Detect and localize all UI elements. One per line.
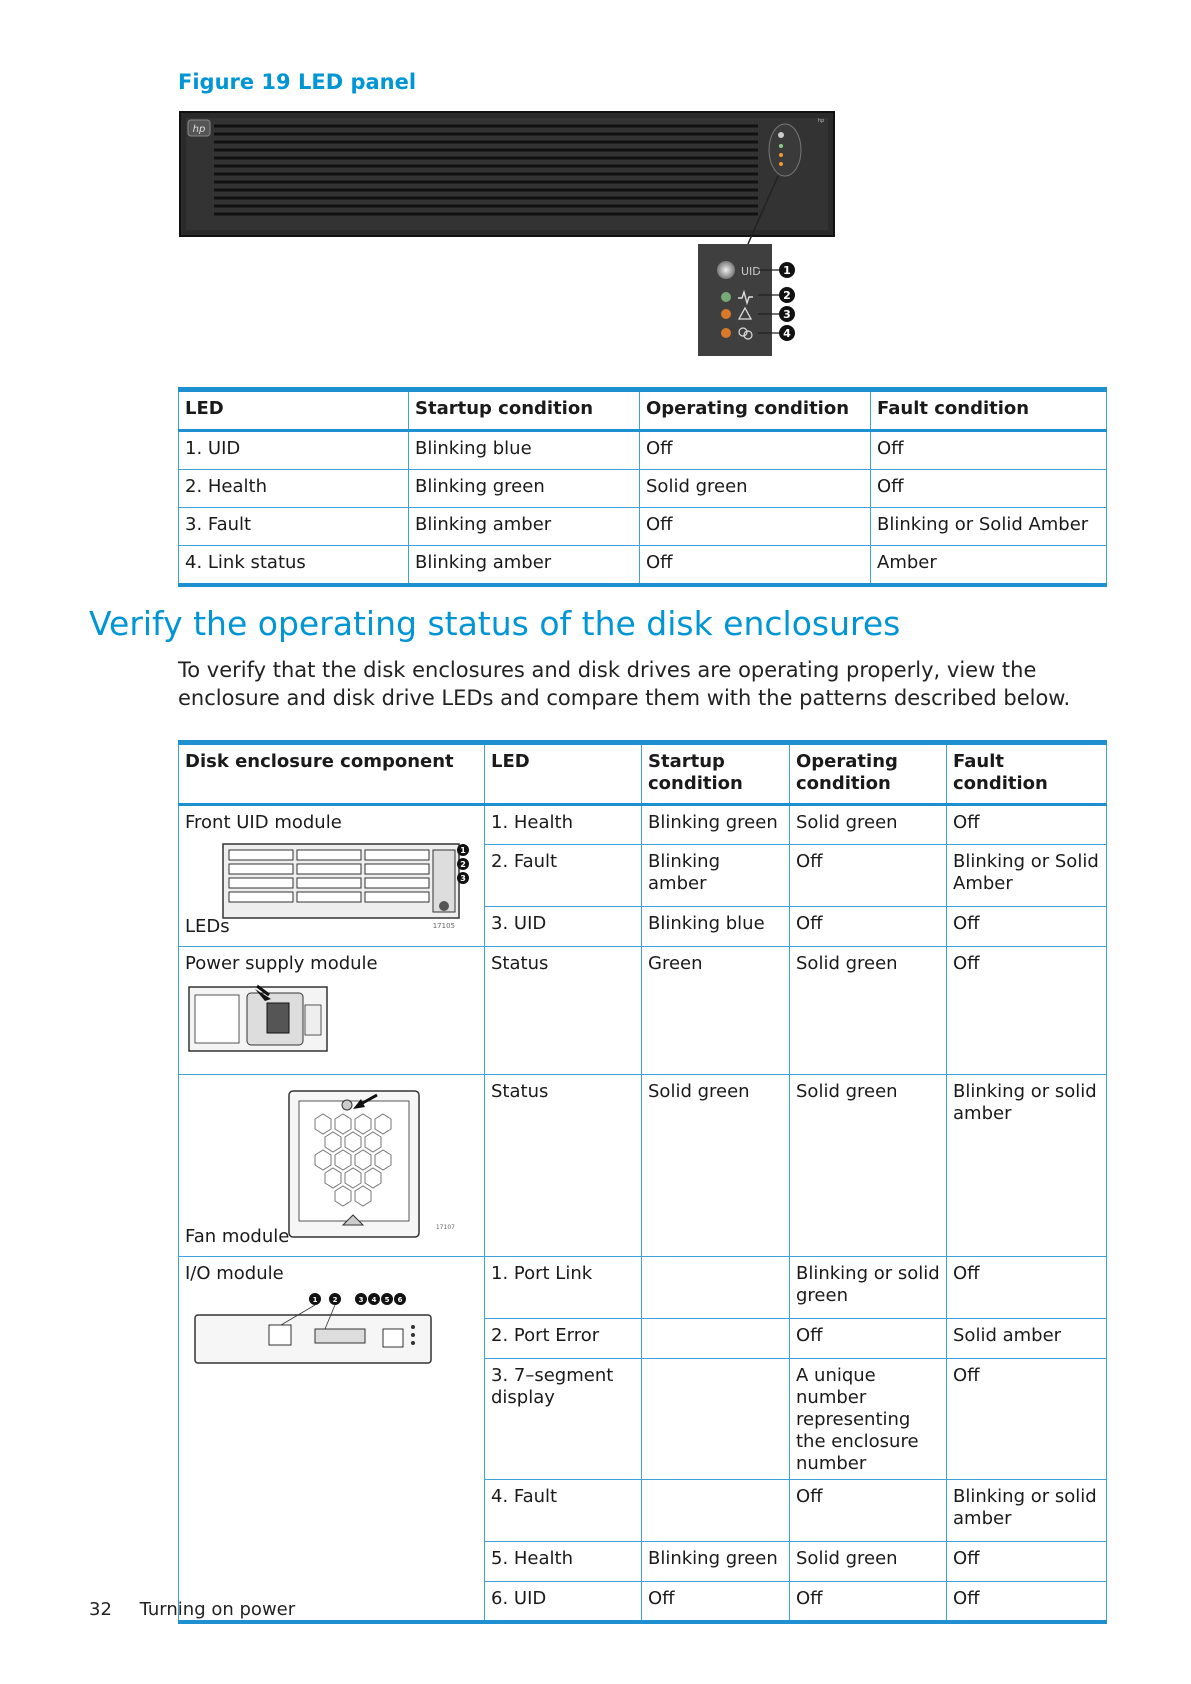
table-cell: Off — [790, 1319, 947, 1359]
table-header: Disk enclosure component — [179, 743, 485, 805]
table-cell: Off — [640, 546, 871, 586]
fan-fig-id: 17107 — [435, 1224, 455, 1231]
table-cell: 1. Port Link — [485, 1257, 642, 1319]
table-cell: Blinking amber — [409, 546, 640, 586]
chapter-title: Turning on power — [139, 1599, 296, 1620]
table-cell: Solid green — [790, 1542, 947, 1582]
callout-1: 1 — [783, 264, 791, 277]
table-cell: Off — [640, 431, 871, 470]
callout-4: 4 — [783, 327, 791, 340]
table-cell: Blinking or solid amber — [947, 1480, 1107, 1542]
table-cell — [642, 1257, 790, 1319]
table-cell: 2. Health — [179, 470, 409, 508]
power-supply-label: Power supply module — [185, 953, 378, 974]
io-callout-1: 1 — [312, 1296, 318, 1304]
table-cell: Blinking green — [642, 1542, 790, 1582]
callout-2: 2 — [783, 289, 791, 302]
front-uid-label: Front UID module — [185, 812, 342, 833]
table-cell: 2. Fault — [485, 845, 642, 907]
table-row — [179, 431, 1107, 470]
table-cell: Blinking green — [409, 470, 640, 508]
table-cell: Blinking or Solid Amber — [947, 845, 1107, 907]
fan-label: Fan module — [185, 1226, 290, 1247]
table-cell: Off — [790, 907, 947, 947]
svg-text:hp: hp — [818, 118, 825, 124]
table-row — [179, 805, 1107, 845]
table-cell: Blinking amber — [409, 508, 640, 546]
led-panel-figure — [178, 110, 838, 360]
svg-text:hp: hp — [192, 124, 206, 135]
callout-3: 3 — [783, 308, 791, 321]
table-cell: 3. Fault — [179, 508, 409, 546]
table-cell: Blinking green — [642, 805, 790, 845]
front-callout-2: 2 — [460, 860, 466, 869]
table-cell: Solid green — [790, 805, 947, 845]
table-cell: 1. UID — [179, 431, 409, 470]
table-cell: Off — [790, 1480, 947, 1542]
table-header-row — [179, 390, 1107, 431]
io-cell — [179, 1257, 485, 1622]
table-cell: Blinking amber — [642, 845, 790, 907]
table-cell: Status — [485, 947, 642, 1075]
io-callout-2: 2 — [332, 1296, 338, 1304]
io-callout-3: 3 — [358, 1296, 364, 1304]
table-cell: Off — [871, 470, 1107, 508]
io-callout-6: 6 — [397, 1296, 403, 1304]
table-cell: 1. Health — [485, 805, 642, 845]
table-header: LED — [485, 743, 642, 805]
front-fig-id: 17105 — [432, 922, 455, 930]
page-footer — [89, 1599, 295, 1620]
uid-label: UID — [741, 265, 761, 278]
fan-figure — [287, 1089, 457, 1249]
front-uid-cell — [179, 805, 485, 947]
table-header: Startup condition — [409, 390, 640, 431]
table-cell: Off — [947, 1582, 1107, 1622]
table-cell: Amber — [871, 546, 1107, 586]
disk-enclosure-table — [178, 740, 1107, 1624]
table-cell: 4. Link status — [179, 546, 409, 586]
table-header: Fault condition — [871, 390, 1107, 431]
io-label: I/O module — [185, 1263, 284, 1284]
table-header-row — [179, 743, 1107, 805]
table-row — [179, 546, 1107, 586]
table-cell: Off — [947, 1257, 1107, 1319]
table-cell: Solid amber — [947, 1319, 1107, 1359]
io-figure — [185, 1291, 435, 1371]
table-header: Fault condition — [947, 743, 1107, 805]
table-cell: Off — [871, 431, 1107, 470]
table-cell: Solid green — [790, 1075, 947, 1257]
table-cell: 3. UID — [485, 907, 642, 947]
table-cell — [642, 1359, 790, 1480]
table-header: Operating condition — [790, 743, 947, 805]
table-row — [179, 947, 1107, 1075]
fan-cell — [179, 1075, 485, 1257]
io-callout-4: 4 — [371, 1296, 377, 1304]
table-cell: Solid green — [790, 947, 947, 1075]
table-cell — [642, 1319, 790, 1359]
figure-title: Figure 19 LED panel — [178, 70, 417, 94]
table-cell: 2. Port Error — [485, 1319, 642, 1359]
table-cell: 4. Fault — [485, 1480, 642, 1542]
table-row — [179, 1257, 1107, 1319]
power-supply-figure — [185, 981, 335, 1067]
table-cell: Off — [640, 508, 871, 546]
table-row — [179, 470, 1107, 508]
table-cell: Off — [642, 1582, 790, 1622]
table-cell: Off — [947, 907, 1107, 947]
table-cell: Green — [642, 947, 790, 1075]
table-cell: Solid green — [642, 1075, 790, 1257]
table-cell: Off — [947, 805, 1107, 845]
table-header: Operating condition — [640, 390, 871, 431]
table-cell: Blinking or solid green — [790, 1257, 947, 1319]
table-cell: A unique number representing the enclosure number — [790, 1359, 947, 1480]
table-cell: Blinking blue — [642, 907, 790, 947]
table-cell: 6. UID — [485, 1582, 642, 1622]
table-cell: Status — [485, 1075, 642, 1257]
table-row — [179, 508, 1107, 546]
io-callout-5: 5 — [384, 1296, 390, 1304]
table-cell: Blinking or solid amber — [947, 1075, 1107, 1257]
table-cell: Blinking or Solid Amber — [871, 508, 1107, 546]
section-intro: To verify that the disk enclosures and disk drives are operating properly, view the enclosure and disk drive LEDs and compare them with the patterns described below. — [178, 658, 1071, 710]
table-cell: 3. 7–segment display — [485, 1359, 642, 1480]
table-header: LED — [179, 390, 409, 431]
table-cell: Off — [947, 947, 1107, 1075]
table-cell: Blinking blue — [409, 431, 640, 470]
table-cell: Off — [947, 1359, 1107, 1480]
table-cell: Off — [790, 845, 947, 907]
section-title: Verify the operating status of the disk enclosures — [89, 604, 901, 643]
table-cell: 5. Health — [485, 1542, 642, 1582]
table-header: Startup condition — [642, 743, 790, 805]
front-callout-3: 3 — [460, 874, 466, 883]
table-cell: Off — [790, 1582, 947, 1622]
table-cell — [642, 1480, 790, 1542]
front-uid-leds-label: LEDs — [185, 916, 230, 937]
front-callout-1: 1 — [460, 846, 466, 855]
table-cell: Solid green — [640, 470, 871, 508]
page-number: 32 — [89, 1599, 112, 1620]
table-row — [179, 1075, 1107, 1257]
led-table — [178, 387, 1107, 587]
table-cell: Off — [947, 1542, 1107, 1582]
power-supply-cell — [179, 947, 485, 1075]
